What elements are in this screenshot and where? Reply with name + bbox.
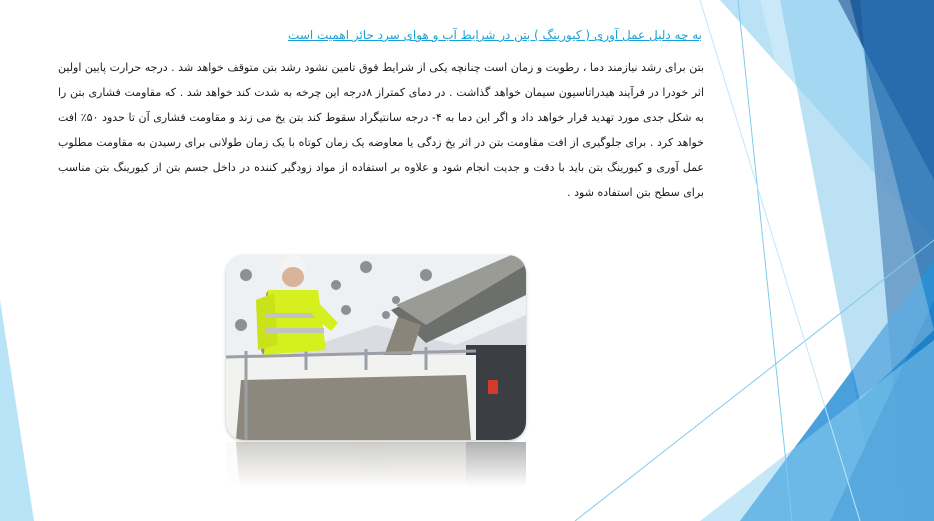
slide-title: به چه دلیل عمل آوری ( کیورینگ ) بتن در شرایط آب و هوای سرد حائز اهمیت است [288, 28, 702, 42]
concrete-pouring-photo [226, 255, 526, 440]
slide-body-text: بتن برای رشد نیازمند دما ، رطوبت و زمان است چنانچه یکی از شرایط فوق تامین نشود رشد بتن متوقف خواهد شد . درجه حرارت پایین اولین اثر خودرا در فرآیند هیدراتاسیون سیمان خواهد گذاشت . در دمای کمتراز ۸درجه این چرخه به شدت کند خواهد شد . که مقاومت فشاری بتن را به شکل جدی مورد تهدید قرار خواهد داد و اگر این دما به ۴- درجه سانتیگراد سقوط کند بتن یخ می زند و مقاومت فشاری آن تا حدود ۵۰٪ افت خواهد کرد . برای جلوگیری از افت مقاومت بتن در اثر یخ زدگی یا معاوضه یک زمان کوتاه با یک زمان طولانی برای رسیدن به مقاومت مطلوب عمل آوری و کیورینگ بتن باید با دقت و جدیت انجام شود و علاوه بر استفاده از مواد زودگیر کننده در داخل جسم بتن از کیورینگ بتن مناسب برای سطح بتن استفاده شود . [58, 61, 705, 199]
photo-reflection [226, 442, 526, 492]
